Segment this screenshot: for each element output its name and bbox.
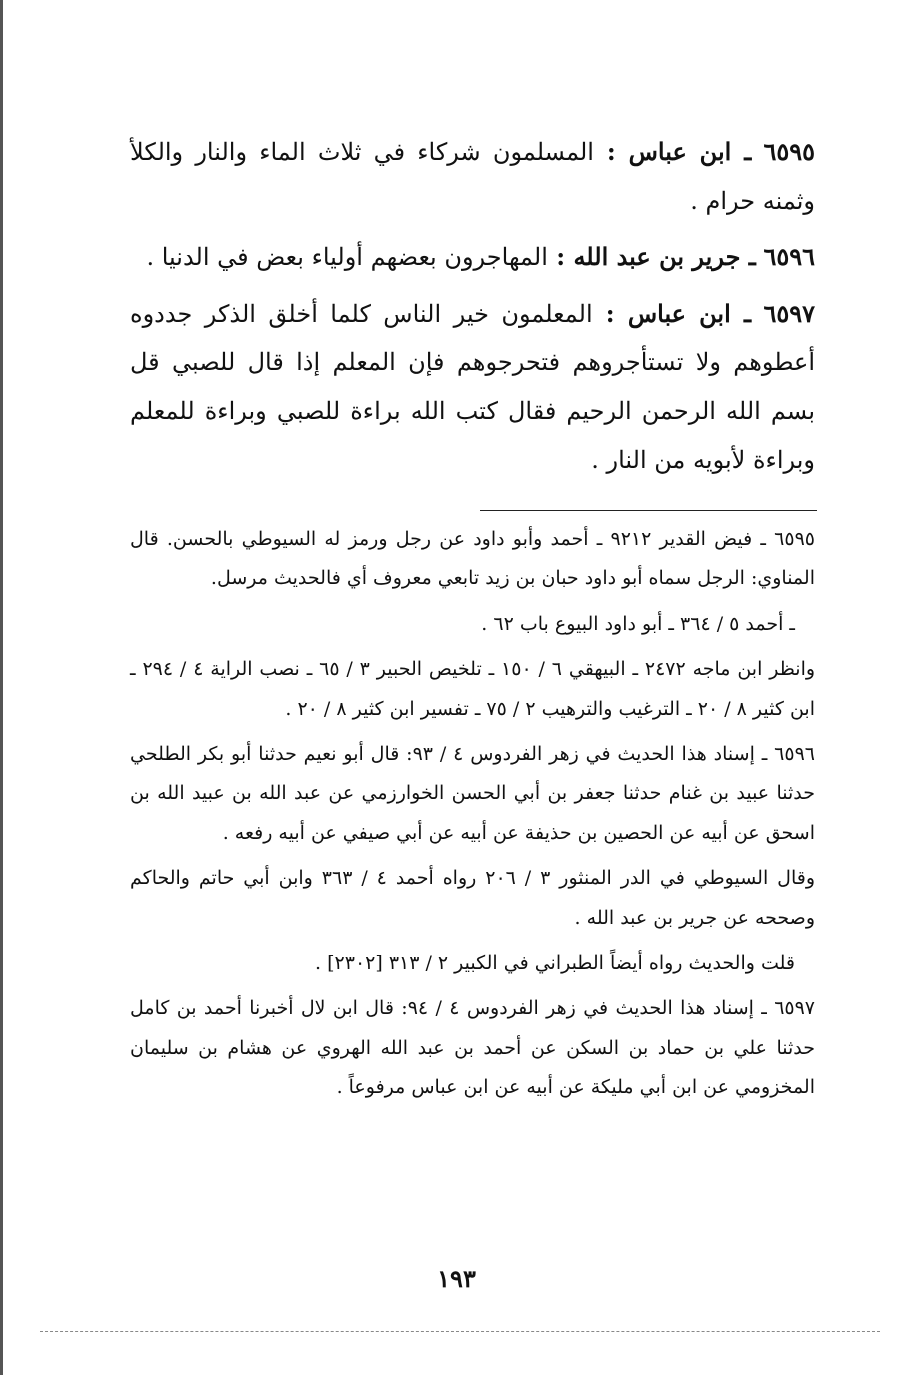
hadith-6596: ٦٥٩٦ ـ جرير بن عبد الله : المهاجرون بعضهم أولياء بعض في الدنيا .	[146, 242, 815, 272]
footnotes	[130, 520, 815, 1108]
footnote-6597: ٦٥٩٧ ـ إسناد هذا الحديث في زهر الفردوس ٤ / ٩٤: قال ابن لال أخبرنا أحمد بن كامل حدثنا علي بن حماد بن السكن عن أحمد بن عبد الله الهروي عن هشام بن سليمان المخزومي عن ابن أبي مليكة عن أبيه عن ابن عباس مرفوعاً .	[130, 997, 816, 1099]
footnote-6596: ٦٥٩٦ ـ إسناد هذا الحديث في زهر الفردوس ٤ / ٩٣: قال أبو نعيم حدثنا أبو بكر الطلحي حدثنا عبيد بن غنام حدثنا جعفر بن أبي الحسن الخوارزمي عن عبد الله بن عبيد الله بن اسحق عن أبيه عن الحصين بن حذيفة عن أبيه عن أبي صيفي عن أبيه رفعه .	[130, 743, 815, 844]
hadith-number: ٦٥٩٧	[763, 298, 816, 328]
main-text	[130, 128, 815, 484]
footnote-reference: وانظر ابن ماجه ٢٤٧٢ ـ البيهقي ٦ / ١٥٠ ـ تلخيص الحبير ٣ / ٦٥ ـ نصب الراية ٤ / ٢٩٤ ـ ابن كثير ٨ / ٢٠ ـ الترغيب والترهيب ٢ / ٧٥ ـ تفسير ابن كثير ٨ / ٢٠ .	[130, 658, 816, 720]
footnote-divider	[480, 510, 817, 511]
hadith-text: المسلمون شركاء في ثلاث الماء والنار والكلأ وثمنه حرام .	[130, 138, 815, 215]
hadith-narrator: جرير بن عبد الله	[573, 242, 741, 272]
hadith-6597: ٦٥٩٧ ـ ابن عباس : المعلمون خير الناس كلما أخلق الذكر جددوه أعطوهم ولا تستأجروهم فتحرجوهم فإن المعلم إذا قال للصبي قل بسم الله الرحمن الرحيم فقال كتب الله براءة للصبي وبراءة للمعلم وبراءة لأبويه من النار .	[130, 298, 816, 474]
hadith-6595: ٦٥٩٥ ـ ابن عباس : المسلمون شركاء في ثلاث الماء والنار والكلأ وثمنه حرام .	[130, 137, 815, 215]
hadith-number: ٦٥٩٥	[763, 137, 815, 166]
page-edge	[0, 0, 3, 1375]
page-number: ١٩٣	[437, 1264, 476, 1293]
hadith-narrator: ابن عباس	[628, 137, 732, 166]
hadith-narrator: ابن عباس	[627, 298, 731, 328]
hadith-number: ٦٥٩٦	[763, 242, 815, 272]
footnote-6595: ٦٥٩٥ ـ فيض القدير ٩٢١٢ ـ أحمد وأبو داود عن رجل ورمز له السيوطي بالحسن. قال المناوي: الرجل سماه أبو داود حبان بن زيد تابعي معروف أي فالحديث مرسل.	[130, 528, 815, 590]
scan-edge-line	[40, 1331, 880, 1332]
footnote-reference: قلت والحديث رواه أيضاً الطبراني في الكبير ٢ / ٣١٣ [٢٣٠٢] .	[315, 952, 795, 975]
hadith-text: المهاجرون بعضهم أولياء بعض في الدنيا .	[146, 243, 548, 272]
hadith-text: المعلمون خير الناس كلما أخلق الذكر جددوه أعطوهم ولا تستأجروهم فتحرجوهم فإن المعلم إذا قال للصبي قل بسم الله الرحمن الرحيم فقال كتب الله براءة للصبي وبراءة للمعلم وبراءة لأبويه من النار .	[130, 299, 815, 474]
footnote-reference: وقال السيوطي في الدر المنثور ٣ / ٢٠٦ رواه أحمد ٤ / ٣٦٣ وابن أبي حاتم والحاكم وصححه عن جرير بن عبد الله .	[130, 867, 816, 929]
footnote-reference: ـ أحمد ٥ / ٣٦٤ ـ أبو داود البيوع باب ٦٢ .	[481, 612, 795, 635]
